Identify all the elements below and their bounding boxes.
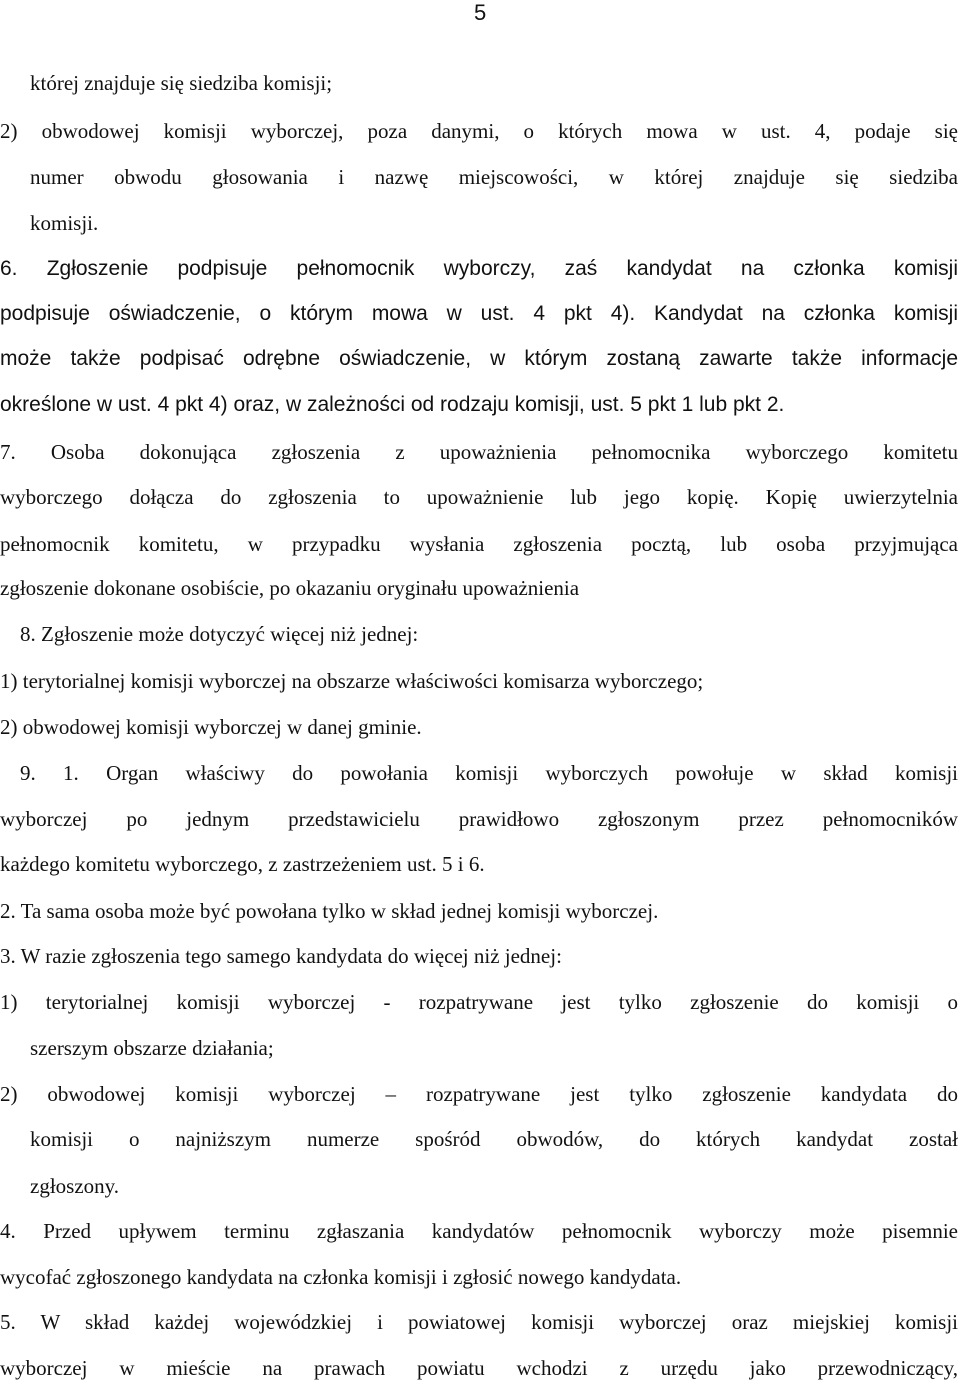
text-line: 2. Ta sama osoba może być powołana tylko w skład jednej komisji wyborczej.	[0, 899, 659, 923]
page-number: 5	[474, 0, 487, 25]
text-line: wyborczej po jednym przedstawicielu prawidłowo zgłoszonym przez pełnomocników	[0, 807, 958, 831]
text-line: 9. 1. Organ właściwy do powołania komisji wyborczych powołuje w skład komisji	[20, 761, 958, 785]
text-line: wycofać zgłoszonego kandydata na członka komisji i zgłosić nowego kandydata.	[0, 1265, 682, 1289]
text-line: 6. Zgłoszenie podpisuje pełnomocnik wyborczy, zaś kandydat na członka komisji	[0, 257, 958, 280]
text-line: 3. W razie zgłoszenia tego samego kandydata do więcej niż jednej:	[0, 944, 562, 968]
text-line: numer obwodu głosowania i nazwę miejscowości, w której znajduje się siedziba	[30, 165, 958, 189]
text-line: 2) obwodowej komisji wyborczej w danej gminie.	[0, 715, 422, 739]
text-line: zgłoszenie dokonane osobiście, po okazaniu oryginału upoważnienia	[0, 576, 580, 600]
text-line: komisji.	[30, 211, 99, 235]
text-line: 1) terytorialnej komisji wyborczej na obszarze właściwości komisarza wyborczego;	[0, 669, 704, 693]
text-line: może także podpisać odrębne oświadczenie, w którym zostaną zawarte także informacje	[0, 347, 958, 370]
text-line: 4. Przed upływem terminu zgłaszania kandydatów pełnomocnik wyborczy może pisemnie	[0, 1219, 958, 1243]
text-line: określone w ust. 4 pkt 4) oraz, w zależności od rodzaju komisji, ust. 5 pkt 1 lub pkt 2.	[0, 393, 785, 416]
text-line: 5. W skład każdej wojewódzkiej i powiatowej komisji wyborczej oraz miejskiej komisji	[0, 1310, 958, 1334]
text-line: pełnomocnik komitetu, w przypadku wysłania zgłoszenia pocztą, lub osoba przyjmująca	[0, 532, 958, 556]
text-line: 8. Zgłoszenie może dotyczyć więcej niż jednej:	[20, 622, 419, 646]
text-line: 1) terytorialnej komisji wyborczej - rozpatrywane jest tylko zgłoszenie do komisji o	[0, 990, 958, 1014]
text-line: 2) obwodowej komisji wyborczej, poza danymi, o których mowa w ust. 4, podaje się	[0, 119, 958, 143]
text-line: wyborczej w mieście na prawach powiatu wchodzi z urzędu jako przewodniczący,	[0, 1356, 958, 1380]
text-line: podpisuje oświadczenie, o którym mowa w ust. 4 pkt 4). Kandydat na członka komisji	[0, 302, 958, 325]
text-line: każdego komitetu wyborczego, z zastrzeżeniem ust. 5 i 6.	[0, 852, 485, 876]
text-line: 7. Osoba dokonująca zgłoszenia z upoważnienia pełnomocnika wyborczego komitetu	[0, 440, 958, 464]
text-line: zgłoszony.	[30, 1174, 120, 1198]
text-line: komisji o najniższym numerze spośród obwodów, do których kandydat został	[30, 1127, 958, 1151]
text-line: której znajduje się siedziba komisji;	[30, 71, 333, 95]
text-line: wyborczego dołącza do zgłoszenia to upoważnienie lub jego kopię. Kopię uwierzytelnia	[0, 485, 958, 509]
text-line: 2) obwodowej komisji wyborczej – rozpatrywane jest tylko zgłoszenie kandydata do	[0, 1082, 958, 1106]
text-line: szerszym obszarze działania;	[30, 1036, 274, 1060]
